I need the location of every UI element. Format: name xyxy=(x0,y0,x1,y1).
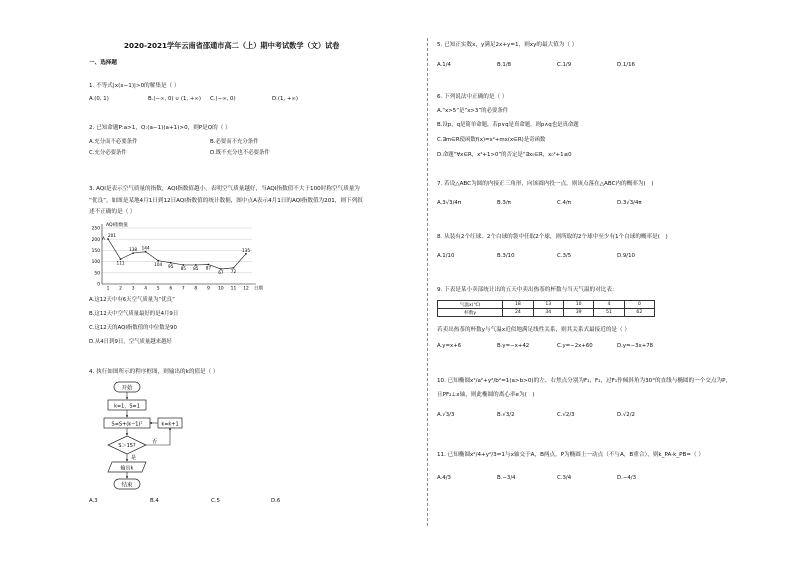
data-label: 111 xyxy=(116,260,125,266)
q1-option-c: C.(−∞, 0) xyxy=(210,96,236,102)
x-tick-label: 5 xyxy=(156,286,160,292)
q6-option-d: D.命题“∀x∈R，x²+1>0”的否定是“∃x₀∈R，x₀²+1≤0 xyxy=(437,152,572,158)
data-point xyxy=(107,238,109,240)
q1-option-b: B.(−∞, 0) ∪ (1, +∞) xyxy=(148,96,201,102)
x-tick-label: 6 xyxy=(169,286,173,292)
q10-option-d: D.√2/2 xyxy=(617,412,635,418)
q9-stem-line2: 若卖出热茶的杯数y与气温x近似地满足线性关系，则其关系式最接近的是（ ） xyxy=(437,327,630,333)
q9-option-a: A.y=x+6 xyxy=(437,343,462,349)
y-tick-label: 200 xyxy=(91,237,100,243)
q6-option-b: B.设p，q是简单命题，若p∨q是真命题，则p∧q也是真命题 xyxy=(437,122,579,128)
q7-option-b: B.3/π xyxy=(497,200,511,206)
q4-stem: 4. 执行如图所示的程序框图，则输出的k的值是（ ） xyxy=(89,369,219,375)
q9-option-c: C.y=−2x+60 xyxy=(557,343,593,349)
x-tick-label: 3 xyxy=(131,286,135,292)
data-label: 87 xyxy=(205,265,212,271)
q10-option-b: B.√3/2 xyxy=(497,412,515,418)
q2-stem: 2. 已知命题P:a>1，Q:(a−1)(a+1)>0，则P是Q的（ ） xyxy=(89,125,231,131)
table-cell: 51 xyxy=(594,309,624,317)
y-tick-label: 0 xyxy=(97,282,100,288)
q3-option-d: D.从4日到9日，空气质量越来越好 xyxy=(89,339,172,345)
table-cell: 34 xyxy=(533,309,563,317)
section-heading: 一、选择题 xyxy=(89,60,117,66)
q2-option-d: D.既不充分也不必要条件 xyxy=(210,150,270,156)
q7-option-a: A.3√3/4π xyxy=(437,200,462,206)
x-tick-label: 9 xyxy=(206,286,210,292)
q11-option-d: D.−4/3 xyxy=(617,475,637,481)
q10-option-c: C.√2/3 xyxy=(557,412,575,418)
table-cell: 62 xyxy=(624,309,654,317)
table-cell: 18 xyxy=(503,301,533,309)
chart-title: AQI指数值 xyxy=(106,223,128,228)
data-point xyxy=(145,251,147,253)
q5-stem: 5. 已知正实数x，y满足2x+y=1，则xy的最大值为（ ） xyxy=(437,42,578,48)
data-label: 72 xyxy=(230,269,237,275)
q11-option-c: C.3/4 xyxy=(557,475,572,481)
q6-option-c: C.∃m∈R使函数f(x)=x²+mx(x∈R)是奇函数 xyxy=(437,137,546,143)
x-tick-label: 7 xyxy=(181,286,185,292)
table-cell: 39 xyxy=(563,309,593,317)
data-label: 95 xyxy=(168,263,174,269)
x-axis-label: 日期 xyxy=(254,286,263,292)
q8-stem: 8. 从装有2个红球、2个白球的袋中任取2个球，则所取的2个球中至少有1个白球的概率是( ) xyxy=(437,234,668,240)
flow-cond-text: S＞15? xyxy=(118,443,136,449)
q9-option-d: D.y=−3x+78 xyxy=(617,343,654,349)
q4-option-d: D.6 xyxy=(271,498,281,504)
flow-output-text: 输出k xyxy=(120,465,134,472)
q5-option-b: B.1/8 xyxy=(497,62,512,68)
q1-stem: 1. 不等式|x(x−1)|>0的解集是（ ） xyxy=(89,83,180,89)
y-tick-label: 150 xyxy=(91,249,100,254)
flow-no-label: 否 xyxy=(152,439,158,445)
q10-option-a: A.√3/3 xyxy=(437,412,455,418)
data-label: 201 xyxy=(108,232,116,238)
table-cell: 10 xyxy=(563,301,593,309)
q11-option-b: B.−3/4 xyxy=(497,475,516,481)
q3-stem-line1: 3. AQI是表示空气质量的指数，AQI指数值越小，表明空气质量越好，当AQI指数值不大于100时称空气质量为 xyxy=(89,186,360,192)
flow-update-text: S=S+(k−1)² xyxy=(111,421,143,428)
q11-option-a: A.4/3 xyxy=(437,475,451,481)
q6-option-a: A.“x>5”是“x>3”的必要条件 xyxy=(437,108,509,114)
q2-option-a: A.充分而不必要条件 xyxy=(89,139,138,145)
q3-option-a: A.这12天中有6天空气质量为“优良” xyxy=(89,297,175,303)
data-point xyxy=(245,253,247,255)
x-tick-label: 8 xyxy=(194,286,198,292)
flowchart xyxy=(100,380,190,492)
y-tick-label: 50 xyxy=(94,271,100,277)
flow-start-text: 开始 xyxy=(121,385,133,392)
q3-option-b: B.这12天中空气质量最好的是4月9日 xyxy=(89,311,179,317)
q2-option-c: C.充分必要条件 xyxy=(89,150,127,156)
flow-end-text: 结束 xyxy=(121,482,133,489)
q10-stem-line1: 10. 已知椭圆x²/a²+y²/b²=1(a>b>0)的左、右焦点分别为F₁，F₂，过F₁作倾斜角为30°的直线与椭圆的一个交点为P， xyxy=(437,378,732,384)
q8-option-b: B.3/10 xyxy=(497,253,515,259)
data-point xyxy=(132,252,134,254)
x-tick-label: 11 xyxy=(230,286,237,292)
x-tick-label: 12 xyxy=(243,286,249,292)
x-tick-label: 4 xyxy=(144,286,148,292)
flow-init-text: k=1，S=1 xyxy=(114,403,140,410)
table-row xyxy=(438,309,655,317)
q8-option-c: C.3/5 xyxy=(557,253,572,259)
flow-inc-text: k=k+1 xyxy=(161,421,179,428)
q3-option-c: C.这12天的AQI指数值的中位数是90 xyxy=(89,325,177,331)
q11-stem: 11. 已知椭圆x²/4+y²/3=1与x轴交于A，B两点，P为椭圆上一动点（不与A，B重合），则k_PA·k_PB=（ ） xyxy=(437,452,704,458)
y-tick-label: 100 xyxy=(91,260,100,266)
x-tick-label: 1 xyxy=(106,286,110,292)
q1-option-a: A.(0, 1) xyxy=(89,96,109,102)
y-tick-label: 250 xyxy=(91,226,100,232)
q9-data-table xyxy=(437,300,655,317)
q4-option-c: C.5 xyxy=(211,498,220,504)
data-label: 138 xyxy=(129,247,138,253)
x-tick-label: 2 xyxy=(119,286,122,292)
aqi-line-chart xyxy=(86,220,268,292)
q4-option-b: B.4 xyxy=(150,498,159,504)
table-cell: 杯数y xyxy=(438,309,503,317)
flow-yes-label: 是 xyxy=(131,455,137,461)
data-label: 85 xyxy=(193,266,199,272)
q3-stem-line2: “优良”。如图是某地4月1日到12日AQI指数值的统计数据，图中点A表示4月1日的AQI指数值为201，则下列叙 xyxy=(89,198,363,204)
table-cell: 4 xyxy=(594,301,624,309)
x-tick-label: 10 xyxy=(218,286,224,292)
q6-stem: 6. 下列说法中正确的是（ ） xyxy=(437,94,508,100)
data-label: 144 xyxy=(141,245,150,251)
data-label: 135 xyxy=(242,247,250,253)
point-a-label: A xyxy=(101,236,105,242)
q5-option-c: C.1/9 xyxy=(557,62,572,68)
column-divider xyxy=(427,38,428,526)
q10-stem-line2: 且PF₂⊥x轴，则此椭圆的离心率e为( ) xyxy=(437,392,535,398)
table-cell: 气温x(℃) xyxy=(438,301,503,309)
q1-option-d: D.(1, +∞) xyxy=(272,96,298,102)
q9-stem: 9. 下表是某小卖部统计出的五天中卖出热茶的杯数与当天气温的对比表： xyxy=(437,287,618,293)
q7-option-c: C.4/π xyxy=(557,200,571,206)
data-label: 85 xyxy=(180,266,186,272)
data-label: 67 xyxy=(218,270,224,276)
q7-stem: 7. 若设△ABC为圆的内接正三角形，向该圆内投一点，则该点落在△ABC内的概率为( ) xyxy=(437,181,654,187)
q3-stem-line3: 述不正确的是（ ） xyxy=(89,209,136,215)
q9-option-b: B.y=−x+42 xyxy=(497,343,530,349)
table-cell: 13 xyxy=(533,301,563,309)
exam-title: 2020-2021学年云南省邵通市高二（上）期中考试数学（文）试卷 xyxy=(124,41,340,50)
q8-option-d: D.9/10 xyxy=(617,253,635,259)
data-label: 104 xyxy=(154,261,163,267)
q5-option-d: D.1/16 xyxy=(617,62,635,68)
q2-option-b: B.必要而不充分条件 xyxy=(210,139,259,145)
table-cell: 0 xyxy=(624,301,654,309)
table-cell: 24 xyxy=(503,309,533,317)
q5-option-a: A.1/4 xyxy=(437,62,451,68)
q7-option-d: D.3√3/4π xyxy=(617,200,642,206)
table-row xyxy=(438,301,655,309)
q8-option-a: A.1/10 xyxy=(437,253,455,259)
q4-option-a: A.3 xyxy=(89,498,98,504)
